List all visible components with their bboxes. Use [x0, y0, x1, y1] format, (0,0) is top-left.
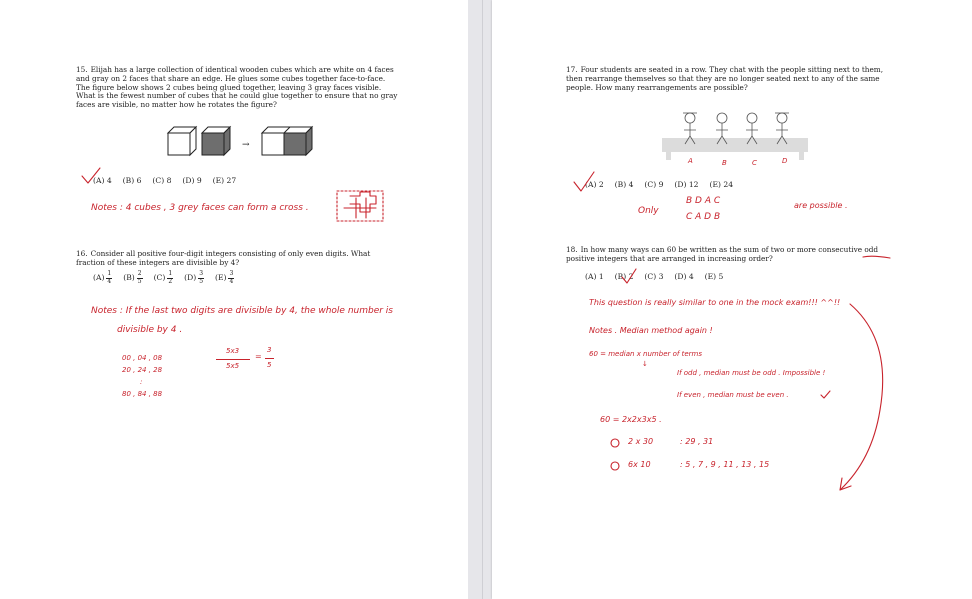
q17-arrangement-1: B D A C: [686, 196, 721, 206]
check-mark-q15: [80, 166, 110, 186]
seat-label-d: D: [782, 157, 788, 165]
cross-sketch: [336, 190, 386, 224]
option-fraction: [106, 271, 112, 285]
option-label: (A): [93, 273, 105, 282]
fraction-denominator: 4: [229, 277, 234, 285]
fraction-numerator: 1: [168, 270, 173, 277]
fraction-numerator: 2: [137, 270, 142, 277]
question-18: [566, 246, 900, 264]
seat-label-b: B: [722, 159, 727, 167]
option-label: (B): [123, 273, 135, 282]
q16-calc-result-num: 3: [267, 346, 272, 354]
q18-case1: 2 x 30: [628, 437, 654, 446]
q16-calc-result-den: 5: [267, 361, 272, 369]
circled-1: [610, 438, 620, 448]
q16-note-line1: Notes : If the last two digits are divisible by 4, the whole number is: [91, 306, 393, 316]
curved-arrow: [822, 300, 902, 500]
option-label: (E): [215, 273, 227, 282]
q18-down-arrow: ↓: [642, 360, 648, 368]
q17-option-e[interactable]: (E) 24: [709, 180, 734, 189]
option-fraction: [198, 271, 204, 285]
q17-option-c[interactable]: (C) 9: [644, 180, 664, 189]
q15-option-e[interactable]: (E) 27: [212, 176, 237, 185]
circled-2: [610, 461, 620, 471]
option-fraction: [167, 271, 173, 285]
q15-option-d[interactable]: (D) 9: [182, 176, 202, 185]
fraction-denominator: 5: [199, 277, 204, 285]
q17-option-a[interactable]: (A) 2: [585, 180, 604, 189]
fraction-denominator: 5: [137, 277, 142, 285]
q18-line5: If even , median must be even .: [677, 391, 789, 399]
question-15: [76, 66, 398, 110]
q15-option-c[interactable]: (C) 8: [152, 176, 172, 185]
option-label: (C): [153, 273, 166, 282]
q16-calc-equals: =: [255, 352, 262, 361]
figure-arrow: →: [242, 140, 250, 150]
page-gutter: [468, 0, 492, 599]
question-text: In how many ways can 60 be written as the sum of two or more consecutive odd positive integers that are arranged in increasing order?: [566, 245, 879, 263]
q16-option-b[interactable]: [123, 271, 142, 285]
q17-option-d[interactable]: (D) 12: [674, 180, 699, 189]
q16-option-d[interactable]: [184, 271, 204, 285]
q15-note: Notes : 4 cubes , 3 grey faces can form a cross .: [91, 203, 309, 213]
question-number: 16.: [76, 249, 88, 258]
q17-options: [585, 180, 733, 189]
q17-note-possible: are possible .: [794, 201, 848, 210]
q18-line4: If odd , median must be odd . Impossible !: [677, 369, 826, 377]
question-text: Elijah has a large collection of identical wooden cubes which are white on 4 faces and gray on 2 faces that share an edge. He glues some cubes together face-to-face. The figure below shows 2 cubes being glued together, leaving 3 gray faces visible. What is the fewest number of cubes that he could glue together to ensure that no gray faces are visible, no matter how he rotates the figure?: [76, 65, 398, 110]
q17-arrangement-2: C A D B: [686, 212, 721, 222]
question-number: 18.: [566, 245, 578, 254]
question-17: [566, 66, 900, 92]
fraction-numerator: 1: [107, 270, 112, 277]
check-mark-q17: [572, 170, 602, 194]
fraction-denominator: 4: [107, 277, 112, 285]
q15-options: [93, 176, 236, 185]
q18-case2: 6x 10: [628, 460, 651, 469]
q16-calc-numerator: 5x3: [226, 347, 240, 355]
q18-options: [585, 272, 723, 281]
q16-list-line2: 20 , 24 , 28: [122, 366, 163, 374]
q16-list-line4: 80 , 84 , 88: [122, 390, 163, 398]
q18-line2: Notes . Median method again !: [589, 326, 713, 335]
q18-case2-result: : 5 , 7 , 9 , 11 , 13 , 15: [680, 460, 770, 469]
q16-option-e[interactable]: [215, 271, 234, 285]
left-page: [0, 0, 468, 599]
question-number: 15.: [76, 65, 88, 74]
seat-label-a: A: [688, 157, 693, 165]
q16-option-c[interactable]: [154, 271, 174, 285]
option-fraction: [228, 271, 234, 285]
underline-odd: [862, 254, 892, 260]
fraction-numerator: 3: [229, 270, 234, 277]
question-16: [76, 250, 398, 268]
students-at-table-figure: [660, 104, 810, 160]
q16-calc-bar: [216, 359, 250, 360]
q18-line6: 60 = 2x2x3x5 .: [600, 415, 662, 424]
seat-label-c: C: [752, 159, 757, 167]
q16-note-line2: divisible by 4 .: [117, 325, 183, 335]
q18-option-d[interactable]: (D) 4: [674, 272, 694, 281]
q16-option-a[interactable]: [93, 271, 112, 285]
option-label: (D): [184, 273, 197, 282]
check-mark-q18: [620, 268, 640, 286]
q16-options: [93, 271, 234, 285]
q16-list-line1: 00 , 04 , 08: [122, 354, 163, 362]
option-fraction: [137, 271, 143, 285]
question-text: Consider all positive four-digit integers consisting of only even digits. What fraction of these integers are divisible by 4?: [76, 249, 371, 267]
q18-option-e[interactable]: (E) 5: [704, 272, 724, 281]
q18-case1-result: : 29 , 31: [680, 437, 714, 446]
question-number: 17.: [566, 65, 578, 74]
q17-note-only: Only: [638, 206, 659, 216]
q16-calc-result-bar: [265, 358, 274, 359]
right-page: [492, 0, 972, 599]
q16-calc-denominator: 5x5: [226, 362, 240, 370]
fraction-numerator: 3: [199, 270, 204, 277]
q15-option-a[interactable]: (A) 4: [93, 176, 112, 185]
question-text: Four students are seated in a row. They chat with the people sitting next to them, then rearrange themselves so that they are no longer seated next to any of the same people. How many rearrangements are possible?: [566, 65, 884, 92]
q18-option-b[interactable]: (B) 2: [614, 272, 634, 281]
q16-list-line3: :: [140, 378, 143, 386]
q18-line3: 60 = median x number of terms: [589, 350, 702, 358]
q17-option-b[interactable]: (B) 4: [614, 180, 634, 189]
q18-line1: This question is really similar to one in the mock exam!!! ^^!!: [589, 298, 841, 307]
q18-option-a[interactable]: (A) 1: [585, 272, 604, 281]
q15-option-b[interactable]: (B) 6: [122, 176, 142, 185]
q18-option-c[interactable]: (C) 3: [644, 272, 664, 281]
gutter-divider: [482, 0, 483, 599]
fraction-denominator: 2: [168, 277, 173, 285]
